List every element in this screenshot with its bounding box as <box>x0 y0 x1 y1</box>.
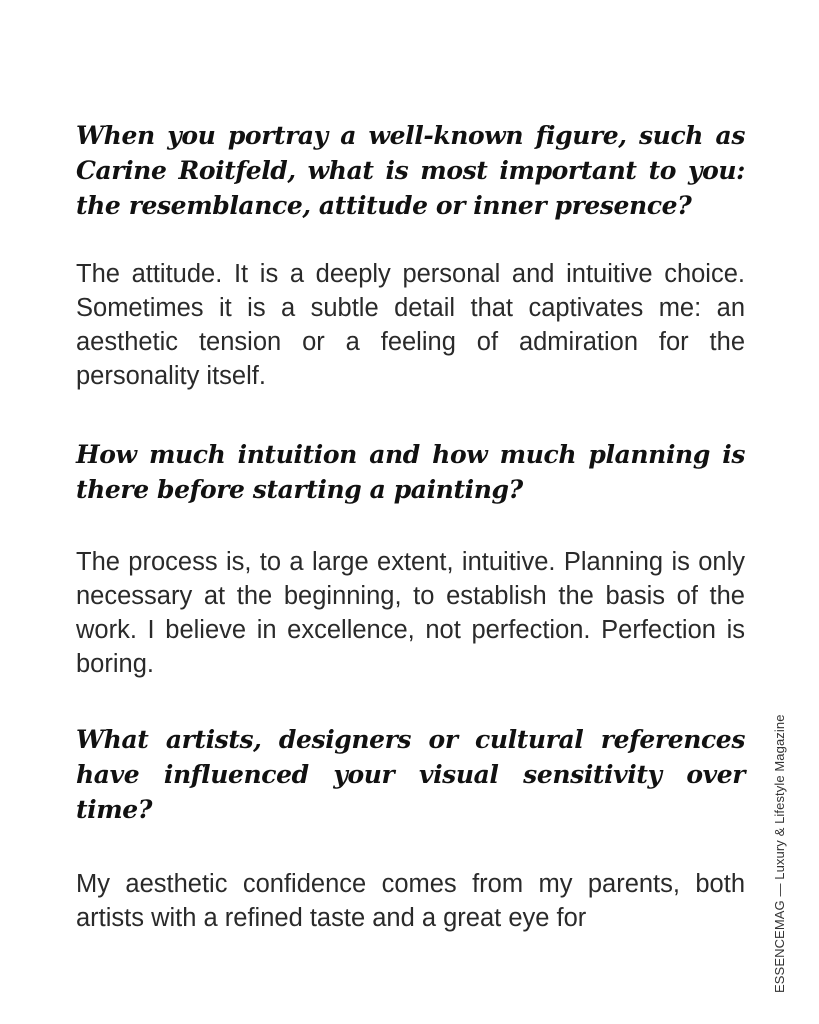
interview-question: How much intuition and how much planning is there before starting a painting? <box>76 440 745 504</box>
interview-answer: The process is, to a large extent, intuitive. Planning is only necessary at the beginning, to establish the basis of the work. I believe in excellence, not perfection. Perfection is boring. <box>76 548 745 678</box>
interview-question: When you portray a well-known figure, such as Carine Roitfeld, what is most important to you: the resemblance, attitude or inner presence? <box>76 121 745 220</box>
interview-question: What artists, designers or cultural references have influenced your visual sensitivity over time? <box>76 725 745 824</box>
interview-answer: My aesthetic confidence comes from my parents, both artists with a refined taste and a great eye for <box>76 870 745 932</box>
interview-answer: The attitude. It is a deeply personal and intuitive choice. Sometimes it is a subtle detail that captivates me: an aesthetic tension or a feeling of admiration for the personality itself. <box>76 260 745 390</box>
article-body <box>76 118 745 935</box>
magazine-credit: ESSENCEMAG — Luxury & Lifestyle Magazine <box>772 714 787 993</box>
